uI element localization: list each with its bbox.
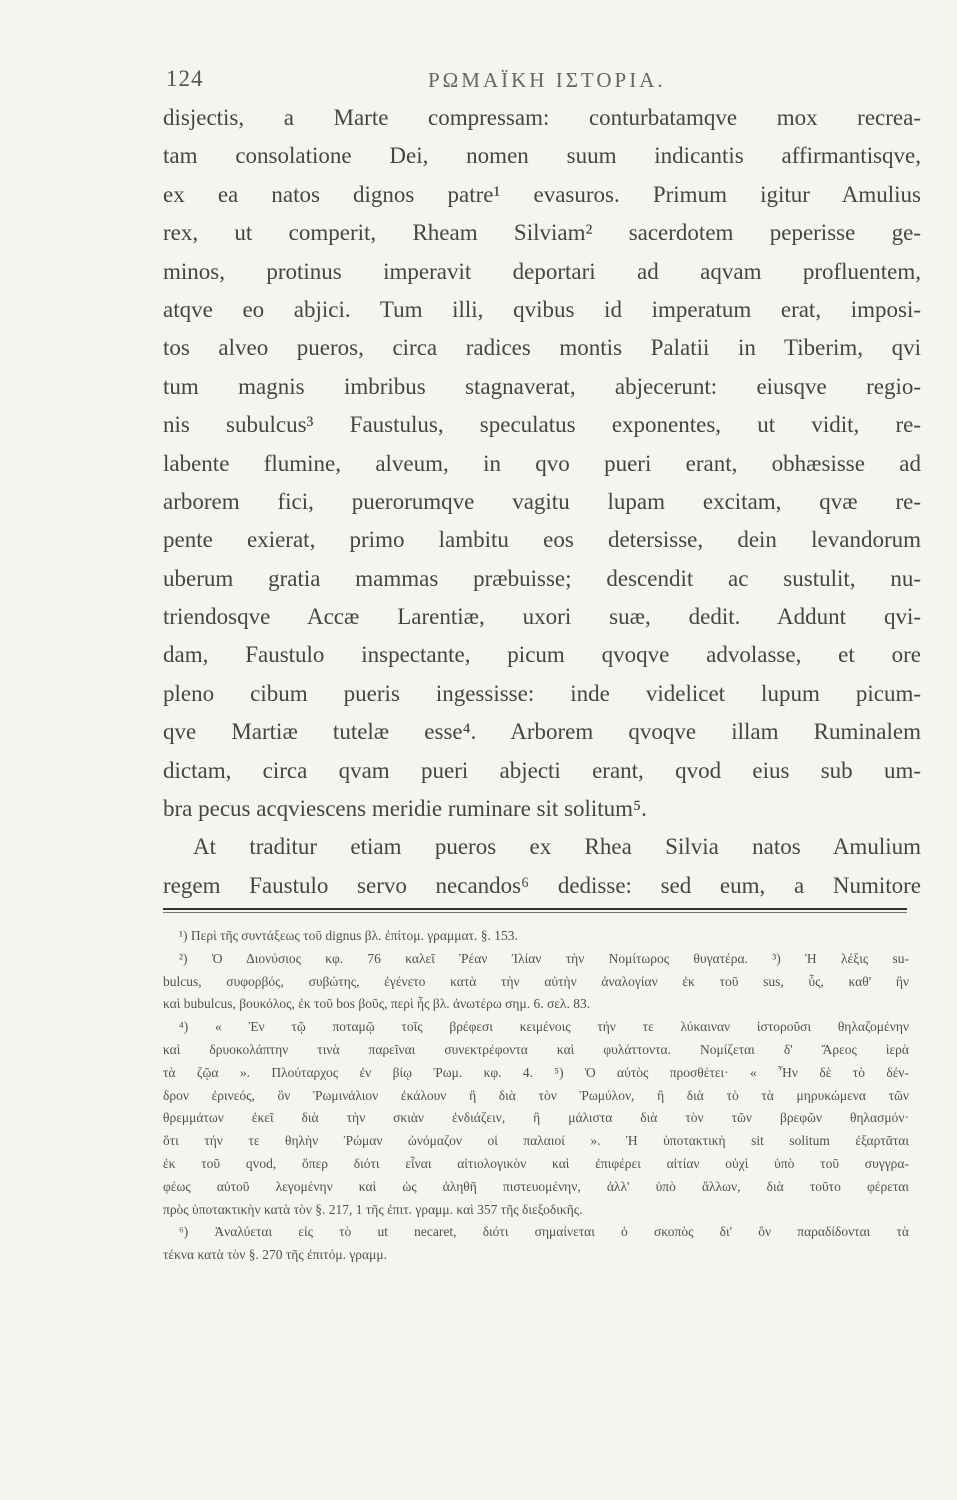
- footnote-line: bulcus, συφορβός, συβώτης, ἐγένετο κατὰ τὴν αὐτὴν ἀναλογίαν ἐκ τοῦ sus, ὗς, καθ' ἣν: [163, 973, 909, 989]
- footnote-line: ὅτι τήν τε θηλὴν Ῥώμαν ὠνόμαζον οἱ παλαιοί ». Ἡ ὑποτακτικὴ sit solitum ἐξαρτᾶται: [163, 1133, 909, 1149]
- text-line: pente exierat, primo lambitu eos detersisse, dein levandorum: [163, 527, 921, 553]
- text-line: regem Faustulo servo necandos⁶ dedisse: sed eum, a Numitore: [163, 872, 921, 898]
- footnote-line: δρον ἐρινεός, ὃν Ῥωμινάλιον ἐκάλουν ἢ διὰ τὸν Ῥωμύλον, ἢ διὰ τὸ τὰ μηρυκώμενα τῶν: [163, 1087, 909, 1103]
- paragraph-start-line: At traditur etiam pueros ex Rhea Silvia natos Amulium: [193, 834, 921, 860]
- text-line: uberum gratia mammas præbuisse; descendit ac sustulit, nu-: [163, 565, 921, 591]
- text-line: qve Martiæ tutelæ esse⁴. Arborem qvoqve illam Ruminalem: [163, 719, 921, 745]
- page-number: 124: [166, 66, 204, 91]
- footnote-line: ἐκ τοῦ qvod, ὅπερ διότι εἶναι αἰτιολογικὸν καὶ ἐπιφέρει αἰτίαν οὐχὶ ὑπὸ τοῦ συγγρα-: [163, 1155, 909, 1171]
- footnote-6: ⁶) Ἀναλύεται εἰς τὸ ut necaret, διότι σημαίνεται ὁ σκοπὸς δι' ὃν παραδίδονται τὰ: [179, 1224, 909, 1240]
- footnote-line: θρεμμάτων ἐκεῖ διὰ τὴν σκιὰν ἐνδιάζειν, ἢ μάλιστα διὰ τὸν τῶν βρεφῶν θηλασμόν·: [163, 1110, 909, 1126]
- text-line: tum magnis imbribus stagnaverat, abjecerunt: eiusqve regio-: [163, 373, 921, 399]
- text-line: arborem fici, puerorumqve vagitu lupam excitam, qvæ re-: [163, 488, 921, 514]
- running-title: ΡΩΜΑΪΚΗ ΙΣΤΟΡΙΑ.: [428, 68, 666, 92]
- footnote-2: ²) Ὁ Διονύσιος κφ. 76 καλεῖ Ῥέαν Ἰλίαν τὴν Νομίτωρος θυγατέρα. ³) Ἡ λέξις su-: [179, 950, 909, 966]
- text-line: nis subulcus³ Faustulus, speculatus exponentes, ut vidit, re-: [163, 412, 921, 438]
- text-line: minos, protinus imperavit deportari ad aqvam profluentem,: [163, 258, 921, 284]
- page-header: [166, 66, 887, 100]
- text-line: pleno cibum pueris ingessisse: inde videlicet lupum picum-: [163, 680, 921, 706]
- footnote-1: ¹) Περὶ τῆς συντάξεως τοῦ dignus βλ. ἐπίτομ. γραμματ. §. 153.: [179, 928, 518, 943]
- text-line: labente flumine, alveum, in qvo pueri erant, obhæsisse ad: [163, 450, 921, 476]
- text-line: triendosqve Accæ Larentiæ, uxori suæ, dedit. Addunt qvi-: [163, 604, 921, 630]
- footnote-line: φέως αὐτοῦ λεγομένην καὶ ὡς ἀληθῆ πιστευομένην, ἀλλ' ὑπὸ ἄλλων, διὰ τοῦτο φέρεται: [163, 1178, 909, 1194]
- footnote-line: καὶ δρυοκολάπτην τινὰ παρεῖναι συνεκτρέφοντα καὶ φυλάττοντα. Νομίζεται δ' Ἄρεος ἱερὰ: [163, 1041, 909, 1057]
- text-line: rex, ut comperit, Rheam Silviam² sacerdotem peperisse ge-: [163, 220, 921, 246]
- text-line: bra pecus acqviescens meridie ruminare sit solitum⁵.: [163, 796, 647, 822]
- footnote-line: καὶ bubulcus, βουκόλος, ἐκ τοῦ bos βοῦς, περὶ ἧς βλ. ἀνωτέρω σημ. 6. σελ. 83.: [163, 996, 591, 1012]
- text-line: ex ea natos dignos patre¹ evasuros. Primum igitur Amulius: [163, 181, 921, 207]
- footnote-divider-thin: [163, 912, 907, 913]
- footnote-line: τέκνα κατὰ τὸν §. 270 τῆς ἐπιτόμ. γραμμ.: [163, 1247, 387, 1263]
- text-line: dictam, circa qvam pueri abjecti erant, qvod eius sub um-: [163, 757, 921, 783]
- footnote-divider: [163, 908, 907, 910]
- text-line: atqve eo abjici. Tum illi, qvibus id imperatum erat, imposi-: [163, 296, 921, 322]
- footnote-4: ⁴) « Ἐν τῷ ποταμῷ τοῖς βρέφεσι κειμένοις τήν τε λύκαιναν ἱστοροῦσι θηλαζομένην: [179, 1019, 909, 1035]
- text-line: tam consolatione Dei, nomen suum indicantis affirmantisqve,: [163, 143, 921, 169]
- footnote-line: πρὸς ὑποτακτικὴν κατὰ τὸν §. 217, 1 τῆς ἐπιτ. γραμμ. καὶ 357 τῆς διεξοδικῆς.: [163, 1201, 583, 1217]
- text-line: disjectis, a Marte compressam: conturbatamqve mox recrea-: [163, 105, 921, 130]
- text-line: tos alveo pueros, circa radices montis Palatii in Tiberim, qvi: [163, 335, 921, 361]
- text-line: dam, Faustulo inspectante, picum qvoqve advolasse, et ore: [163, 642, 921, 668]
- footnotes: [163, 925, 909, 1267]
- footnote-line: τὰ ζῷα ». Πλούταρχος ἐν βίῳ Ῥωμ. κφ. 4. ⁵) Ὁ αὐτὸς προσθέτει· « Ἦν δὲ τὸ δέν-: [163, 1064, 909, 1080]
- main-text: [163, 99, 921, 905]
